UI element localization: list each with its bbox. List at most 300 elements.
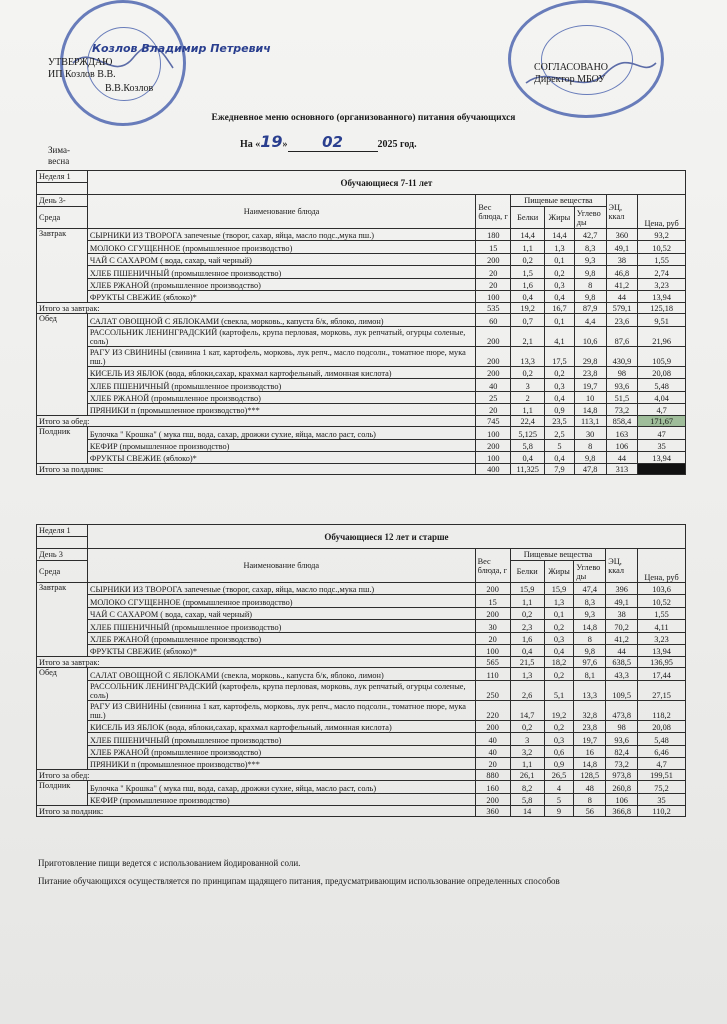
cell-w: 20 xyxy=(476,266,511,278)
cell-c: 9,3 xyxy=(574,607,606,619)
cell-pr: 4,11 xyxy=(638,620,686,632)
total-label: Итого за обед: xyxy=(37,770,476,781)
total-e: 973,8 xyxy=(606,770,638,781)
col-energy-header: ЭЦ, ккал xyxy=(606,195,638,229)
cell-f: 0,1 xyxy=(544,607,574,619)
cell-w: 100 xyxy=(476,290,511,302)
cell-pr: 20,08 xyxy=(638,366,686,378)
total-row xyxy=(37,464,686,475)
cell-pr: 3,23 xyxy=(638,632,686,644)
cell-e: 93,6 xyxy=(606,379,638,391)
cell-p: 2,1 xyxy=(511,326,545,346)
cell-pr: 13,94 xyxy=(638,452,686,464)
cell-w: 200 xyxy=(475,607,510,619)
total-p: 14 xyxy=(510,806,544,817)
cell-p: 2,3 xyxy=(510,620,544,632)
cell-p: 3,2 xyxy=(510,745,544,757)
cell-e: 473,8 xyxy=(606,700,638,720)
cell-e: 82,4 xyxy=(606,745,638,757)
dish-name: ФРУКТЫ СВЕЖИЕ (яблоко)* xyxy=(87,644,475,656)
cell-p: 13,3 xyxy=(511,346,545,366)
cell-c: 9,3 xyxy=(574,253,606,265)
cell-w: 200 xyxy=(475,720,510,732)
cell-p: 15,9 xyxy=(510,583,544,595)
cell-p: 14,7 xyxy=(510,700,544,720)
dish-name: САЛАТ ОВОЩНОЙ С ЯБЛОКАМИ (свекла, морковь., капуста б/к, яблоко, лимон) xyxy=(87,668,475,680)
cell-p: 0,4 xyxy=(511,452,545,464)
cell-c: 19,7 xyxy=(574,733,606,745)
meal-label: Завтрак xyxy=(37,583,88,657)
cell-p: 0,2 xyxy=(510,720,544,732)
dish-name: КЕФИР (промышленное производство) xyxy=(87,793,475,805)
cell-p: 0,2 xyxy=(511,366,545,378)
cell-f: 0,4 xyxy=(545,452,575,464)
stamp-left-text: Козлов Владимир Петревич xyxy=(92,42,271,55)
cell-w: 20 xyxy=(475,632,510,644)
dish-name: МОЛОКО СГУЩЕННОЕ (промышленное производство) xyxy=(87,241,476,253)
total-f: 7,9 xyxy=(545,464,575,475)
cell-pr: 3,23 xyxy=(638,278,686,290)
cell-e: 163 xyxy=(606,427,638,439)
date-day: 19 xyxy=(260,132,283,151)
cell-p: 0,4 xyxy=(510,644,544,656)
cell-e: 38 xyxy=(606,607,638,619)
total-p: 22,4 xyxy=(511,416,545,427)
total-row xyxy=(37,806,686,817)
col-fat-header: Жиры xyxy=(544,561,574,583)
total-row xyxy=(37,657,686,668)
cell-e: 49,1 xyxy=(606,241,638,253)
table-row xyxy=(37,266,686,278)
date-sep: » xyxy=(282,139,288,150)
col-carbs-header: Углево ды xyxy=(574,207,606,229)
total-e: 638,5 xyxy=(606,657,638,668)
table-row xyxy=(37,326,686,346)
dish-name: СЫРНИКИ ИЗ ТВОРОГА запеченые (творог, сахар, яйца, масло подс.,мука пш.) xyxy=(87,583,475,595)
table-row xyxy=(37,607,686,619)
cell-c: 16 xyxy=(574,745,606,757)
cell-f: 5 xyxy=(544,793,574,805)
table-row xyxy=(37,229,686,241)
cell-c: 9,8 xyxy=(574,266,606,278)
dish-name: ХЛЕБ ПШЕНИЧНЫЙ (промышленное производство) xyxy=(87,379,476,391)
footer-note-2: Питание обучающихся осуществляется по принципам щадящего питания, предусматривающим использование определенных способов xyxy=(38,876,560,886)
dish-name: Булочка " Крошка" ( мука пш, вода, сахар, дрожжи сухие, яйца, масло раст, соль) xyxy=(87,781,475,793)
table-row xyxy=(37,668,686,680)
cell-p: 1,6 xyxy=(511,278,545,290)
cell-c: 48 xyxy=(574,781,606,793)
cell-pr: 5,48 xyxy=(638,379,686,391)
day-cell: День 3- xyxy=(37,195,88,207)
cell-w: 20 xyxy=(475,757,510,769)
cell-f: 0,4 xyxy=(544,644,574,656)
cell-e: 106 xyxy=(606,793,638,805)
dish-name: РАГУ ИЗ СВИНИНЫ (свинина 1 кат, картофель, морковь, лук репч., масло подсолн., томатное пюре, мука пш.) xyxy=(87,346,476,366)
table-row xyxy=(37,595,686,607)
table-row xyxy=(37,452,686,464)
dish-name: ХЛЕБ РЖАНОЙ (промышленное производство) xyxy=(87,632,475,644)
cell-c: 47,4 xyxy=(574,583,606,595)
cell-p: 5,8 xyxy=(511,439,545,451)
cell-w: 200 xyxy=(476,326,511,346)
menu-table-12-plus xyxy=(36,524,686,817)
cell-w: 100 xyxy=(476,452,511,464)
cell-pr: 118,2 xyxy=(638,700,686,720)
dish-name: КИСЕЛЬ ИЗ ЯБЛОК (вода, яблоки,сахар, крахмал картофельный, лимонная кислота) xyxy=(87,720,475,732)
dish-name: ФРУКТЫ СВЕЖИЕ (яблоко)* xyxy=(87,290,476,302)
cell-f: 5 xyxy=(545,439,575,451)
cell-c: 30 xyxy=(574,427,606,439)
cell-f: 0,2 xyxy=(545,266,575,278)
document-date xyxy=(240,132,417,152)
cell-w: 100 xyxy=(475,644,510,656)
total-label: Итого за завтрак: xyxy=(37,657,476,668)
table-row xyxy=(37,632,686,644)
agree-label: СОГЛАСОВАНО xyxy=(534,62,609,73)
cell-pr: 1,55 xyxy=(638,607,686,619)
cell-e: 23,6 xyxy=(606,314,638,326)
meal-label: Полдник xyxy=(37,427,88,464)
cell-f: 17,5 xyxy=(545,346,575,366)
cell-w: 15 xyxy=(475,595,510,607)
week-cell: Неделя 1 xyxy=(37,525,88,537)
cell-c: 13,3 xyxy=(574,680,606,700)
total-c: 56 xyxy=(574,806,606,817)
table-body xyxy=(37,171,686,475)
table-header-row xyxy=(37,549,686,561)
cell-f: 0,2 xyxy=(544,668,574,680)
cell-c: 4,4 xyxy=(574,314,606,326)
total-pr xyxy=(638,464,686,475)
total-p: 11,325 xyxy=(511,464,545,475)
total-pr: 171,67 xyxy=(638,416,686,427)
cell-c: 42,7 xyxy=(574,229,606,241)
cell-pr: 35 xyxy=(638,793,686,805)
total-c: 87,9 xyxy=(574,303,606,314)
cell-e: 396 xyxy=(606,583,638,595)
cell-pr: 27,15 xyxy=(638,680,686,700)
cell-p: 1,6 xyxy=(510,632,544,644)
cell-p: 1,1 xyxy=(510,757,544,769)
cell-f: 2,5 xyxy=(545,427,575,439)
cell-w: 110 xyxy=(475,668,510,680)
total-f: 23,5 xyxy=(545,416,575,427)
cell-p: 1,1 xyxy=(510,595,544,607)
cell-w: 160 xyxy=(475,781,510,793)
weekday-cell: Среда xyxy=(37,561,88,583)
dish-name: РАССОЛЬНИК ЛЕНИНГРАДСКИЙ (картофель, крупа перловая, морковь, лук репчатый, огурцы соленые, соль) xyxy=(87,680,475,700)
cell-f: 19,2 xyxy=(544,700,574,720)
dish-name: ХЛЕБ РЖАНОЙ (промышленное производство) xyxy=(87,278,476,290)
table-row xyxy=(37,700,686,720)
dish-name: ХЛЕБ ПШЕНИЧНЫЙ (промышленное производство) xyxy=(87,266,476,278)
meal-label: Завтрак xyxy=(37,229,88,303)
menu-table-7-11 xyxy=(36,170,686,475)
table-row-week xyxy=(37,525,686,537)
cell-pr: 4,04 xyxy=(638,391,686,403)
cell-p: 2,6 xyxy=(510,680,544,700)
cell-pr: 10,52 xyxy=(638,241,686,253)
cell-p: 8,2 xyxy=(510,781,544,793)
cell-c: 8 xyxy=(574,439,606,451)
cell-e: 44 xyxy=(606,290,638,302)
col-name-header: Наименование блюда xyxy=(87,195,476,229)
table-row xyxy=(37,757,686,769)
table-row xyxy=(37,781,686,793)
cell-f: 0,3 xyxy=(544,632,574,644)
cell-pr: 4,7 xyxy=(638,403,686,415)
cell-pr: 13,94 xyxy=(638,644,686,656)
cell-f: 1,3 xyxy=(544,595,574,607)
cell-w: 40 xyxy=(476,379,511,391)
cell-e: 70,2 xyxy=(606,620,638,632)
meal-label: Обед xyxy=(37,314,88,416)
total-label: Итого за завтрак: xyxy=(37,303,476,314)
cell-f: 5,1 xyxy=(544,680,574,700)
cell-f: 0,3 xyxy=(545,278,575,290)
cell-e: 44 xyxy=(606,452,638,464)
table-row xyxy=(37,427,686,439)
total-f: 16,7 xyxy=(545,303,575,314)
total-p: 19,2 xyxy=(511,303,545,314)
dish-name: ХЛЕБ РЖАНОЙ (промышленное производство) xyxy=(87,745,475,757)
table-row xyxy=(37,733,686,745)
cell-pr: 21,96 xyxy=(638,326,686,346)
col-weight-header: Вес блюда, г xyxy=(475,549,510,583)
total-pr: 110,2 xyxy=(638,806,686,817)
agree-role: Директор МБОУ xyxy=(534,74,606,85)
cell-pr: 17,44 xyxy=(638,668,686,680)
cell-p: 1,1 xyxy=(511,241,545,253)
cell-p: 5,8 xyxy=(510,793,544,805)
table-row xyxy=(37,314,686,326)
table-row xyxy=(37,620,686,632)
table-row xyxy=(37,644,686,656)
cell-e: 38 xyxy=(606,253,638,265)
cell-e: 41,2 xyxy=(606,278,638,290)
cell-e: 46,8 xyxy=(606,266,638,278)
week-cell-blank xyxy=(37,537,88,549)
total-e: 858,4 xyxy=(606,416,638,427)
total-f: 18,2 xyxy=(544,657,574,668)
total-pr: 125,18 xyxy=(638,303,686,314)
cell-e: 98 xyxy=(606,720,638,732)
meal-label: Полдник xyxy=(37,781,88,806)
cell-f: 0,4 xyxy=(545,290,575,302)
col-weight-header: Вес блюда, г xyxy=(476,195,511,229)
cell-w: 20 xyxy=(476,403,511,415)
cell-f: 14,4 xyxy=(545,229,575,241)
col-price-header: Цена, руб xyxy=(638,549,686,583)
right-stamp xyxy=(508,0,664,118)
cell-w: 180 xyxy=(476,229,511,241)
cell-w: 40 xyxy=(475,745,510,757)
cell-c: 8,3 xyxy=(574,595,606,607)
cell-c: 8 xyxy=(574,632,606,644)
table-row xyxy=(37,379,686,391)
cell-p: 3 xyxy=(511,379,545,391)
total-label: Итого за обед: xyxy=(37,416,476,427)
cell-c: 14,8 xyxy=(574,403,606,415)
cell-p: 1,1 xyxy=(511,403,545,415)
cell-e: 260,8 xyxy=(606,781,638,793)
total-e: 313 xyxy=(606,464,638,475)
table-row-week xyxy=(37,171,686,183)
cell-c: 32,8 xyxy=(574,700,606,720)
table-row xyxy=(37,290,686,302)
cell-f: 0,2 xyxy=(544,720,574,732)
col-price-header: Цена, руб xyxy=(638,195,686,229)
cell-f: 0,9 xyxy=(544,757,574,769)
cell-c: 9,8 xyxy=(574,452,606,464)
total-w: 880 xyxy=(475,770,510,781)
cell-w: 200 xyxy=(476,366,511,378)
cell-pr: 103,6 xyxy=(638,583,686,595)
cell-p: 2 xyxy=(511,391,545,403)
total-w: 535 xyxy=(476,303,511,314)
weekday-cell: Среда xyxy=(37,207,88,229)
col-carbs-header: Углево ды xyxy=(574,561,606,583)
total-w: 745 xyxy=(476,416,511,427)
cell-f: 0,6 xyxy=(544,745,574,757)
cell-e: 41,2 xyxy=(606,632,638,644)
dish-name: РАГУ ИЗ СВИНИНЫ (свинина 1 кат, картофель, морковь, лук репч., масло подсолн., томатное пюре, мука пш.) xyxy=(87,700,475,720)
cell-pr: 9,51 xyxy=(638,314,686,326)
cell-w: 200 xyxy=(475,583,510,595)
col-protein-header: Белки xyxy=(510,561,544,583)
cell-f: 15,9 xyxy=(544,583,574,595)
cell-f: 1,3 xyxy=(545,241,575,253)
cell-pr: 10,52 xyxy=(638,595,686,607)
dish-name: ПРЯНИКИ п (промышленное производство)*** xyxy=(87,403,476,415)
cell-e: 49,1 xyxy=(606,595,638,607)
table-row xyxy=(37,403,686,415)
total-e: 579,1 xyxy=(606,303,638,314)
total-row xyxy=(37,303,686,314)
cell-p: 0,4 xyxy=(511,290,545,302)
cell-f: 0,9 xyxy=(545,403,575,415)
cell-w: 200 xyxy=(476,253,511,265)
table-row xyxy=(37,366,686,378)
table-row xyxy=(37,793,686,805)
cell-c: 8,1 xyxy=(574,668,606,680)
cell-w: 20 xyxy=(476,278,511,290)
table-header-row xyxy=(37,195,686,207)
col-nutrients-header: Пищевые вещества xyxy=(510,549,606,561)
cell-e: 98 xyxy=(606,366,638,378)
cell-pr: 35 xyxy=(638,439,686,451)
cell-f: 0,4 xyxy=(545,391,575,403)
col-nutrients-header: Пищевые вещества xyxy=(511,195,606,207)
footer-note-1: Приготовление пищи ведется с использованием йодированной соли. xyxy=(38,858,301,868)
cell-e: 109,5 xyxy=(606,680,638,700)
cell-e: 93,6 xyxy=(606,733,638,745)
total-w: 400 xyxy=(476,464,511,475)
cell-c: 10 xyxy=(574,391,606,403)
cell-p: 0,2 xyxy=(511,253,545,265)
dish-name: ЧАЙ С САХАРОМ ( вода, сахар, чай черный) xyxy=(87,253,476,265)
cell-f: 4,1 xyxy=(545,326,575,346)
cell-p: 1,5 xyxy=(511,266,545,278)
cell-e: 430,9 xyxy=(606,346,638,366)
total-c: 113,1 xyxy=(574,416,606,427)
table-row xyxy=(37,439,686,451)
cell-c: 19,7 xyxy=(574,379,606,391)
dish-name: САЛАТ ОВОЩНОЙ С ЯБЛОКАМИ (свекла, морковь., капуста б/к, яблоко, лимон) xyxy=(87,314,476,326)
cell-c: 29,8 xyxy=(574,346,606,366)
table-row xyxy=(37,241,686,253)
day-cell: День 3 xyxy=(37,549,88,561)
total-f: 9 xyxy=(544,806,574,817)
cell-c: 23,8 xyxy=(574,720,606,732)
cell-f: 0,1 xyxy=(545,253,575,265)
dish-name: МОЛОКО СГУЩЕННОЕ (промышленное производство) xyxy=(87,595,475,607)
cell-pr: 75,2 xyxy=(638,781,686,793)
table-row xyxy=(37,680,686,700)
dish-name: Булочка " Крошка" ( мука пш, вода, сахар, дрожжи сухие, яйца, масло раст, соль) xyxy=(87,427,476,439)
group-title: Обучающиеся 7-11 лет xyxy=(87,171,685,195)
meal-label: Обед xyxy=(37,668,88,770)
cell-f: 0,3 xyxy=(545,379,575,391)
cell-w: 250 xyxy=(475,680,510,700)
week-cell-blank xyxy=(37,183,88,195)
cell-c: 8 xyxy=(574,278,606,290)
right-stamp-signature-icon xyxy=(511,3,661,115)
cell-pr: 13,94 xyxy=(638,290,686,302)
date-prefix: На « xyxy=(240,139,261,150)
cell-c: 9,8 xyxy=(574,290,606,302)
table-row xyxy=(37,720,686,732)
cell-w: 15 xyxy=(476,241,511,253)
cell-w: 40 xyxy=(475,733,510,745)
cell-c: 23,8 xyxy=(574,366,606,378)
dish-name: ФРУКТЫ СВЕЖИЕ (яблоко)* xyxy=(87,452,476,464)
total-label: Итого за полдник: xyxy=(37,806,476,817)
cell-c: 14,8 xyxy=(574,757,606,769)
total-pr: 199,51 xyxy=(638,770,686,781)
cell-pr: 20,08 xyxy=(638,720,686,732)
season-label: Зима-весна xyxy=(48,145,70,166)
col-name-header: Наименование блюда xyxy=(87,549,475,583)
cell-c: 8,3 xyxy=(574,241,606,253)
cell-w: 25 xyxy=(476,391,511,403)
document-title: Ежедневное меню основного (организованного) питания обучающихся xyxy=(211,113,516,123)
group-title: Обучающиеся 12 лет и старше xyxy=(87,525,685,549)
dish-name: КЕФИР (промышленное производство) xyxy=(87,439,476,451)
dish-name: ХЛЕБ ПШЕНИЧНЫЙ (промышленное производство) xyxy=(87,620,475,632)
total-p: 21,5 xyxy=(510,657,544,668)
cell-pr: 93,2 xyxy=(638,229,686,241)
cell-w: 60 xyxy=(476,314,511,326)
total-row xyxy=(37,770,686,781)
dish-name: ЧАЙ С САХАРОМ ( вода, сахар, чай черный) xyxy=(87,607,475,619)
total-c: 47,8 xyxy=(574,464,606,475)
cell-p: 1,3 xyxy=(510,668,544,680)
table-row xyxy=(37,391,686,403)
col-energy-header: ЭЦ, ккал xyxy=(606,549,638,583)
cell-f: 0,1 xyxy=(545,314,575,326)
total-label: Итого за полдник: xyxy=(37,464,476,475)
col-protein-header: Белки xyxy=(511,207,545,229)
cell-w: 200 xyxy=(476,439,511,451)
cell-w: 100 xyxy=(476,427,511,439)
approve-signer: В.В.Козлов xyxy=(105,83,154,94)
cell-c: 8 xyxy=(574,793,606,805)
total-row xyxy=(37,416,686,427)
total-p: 26,1 xyxy=(510,770,544,781)
dish-name: СЫРНИКИ ИЗ ТВОРОГА запеченые (творог, сахар, яйца, масло подс.,мука пш.) xyxy=(87,229,476,241)
cell-f: 4 xyxy=(544,781,574,793)
